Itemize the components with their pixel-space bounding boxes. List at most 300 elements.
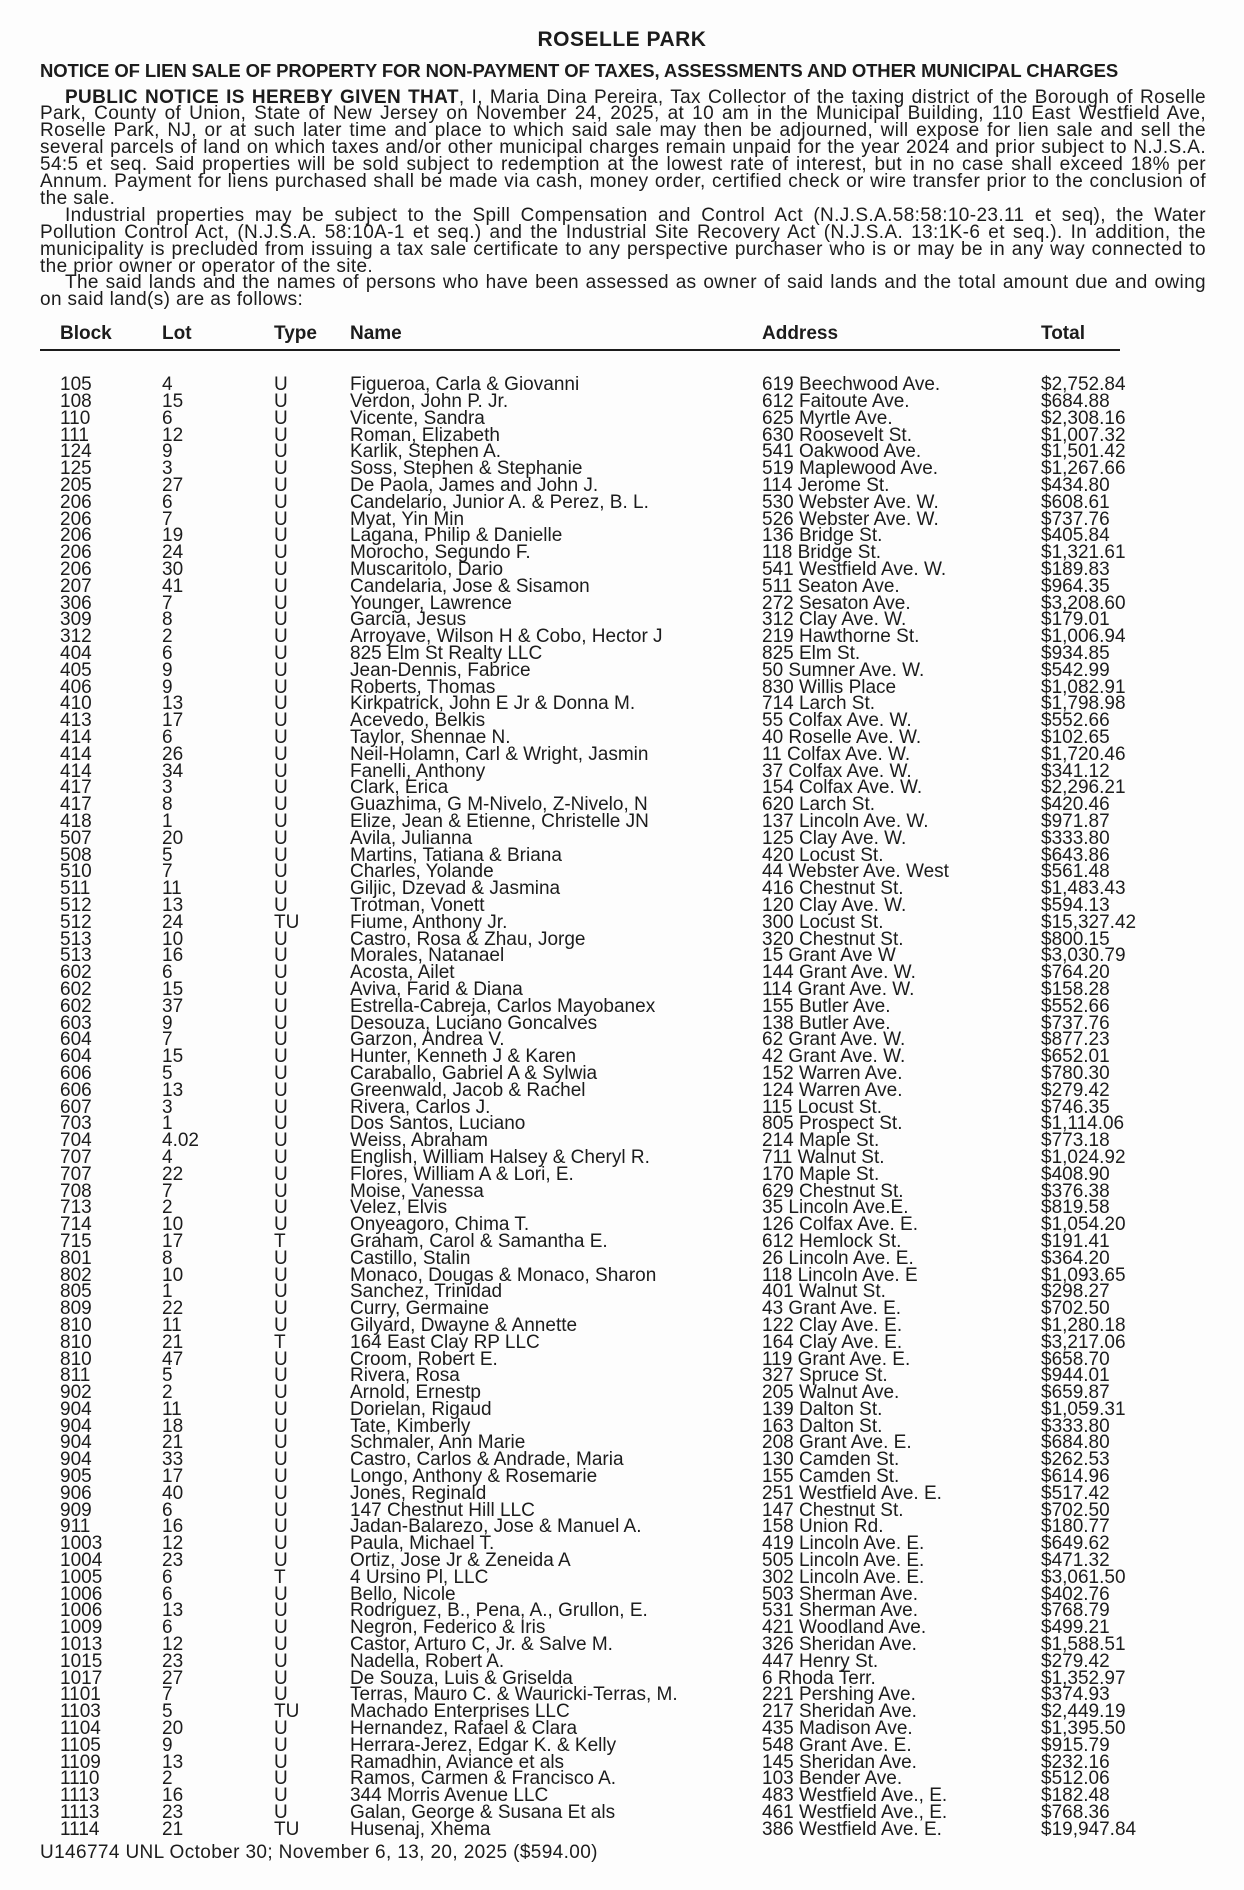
cell-lot: 7 [162, 1684, 173, 1706]
table-row [60, 1550, 1120, 1572]
cell-block: 306 [60, 592, 92, 614]
cell-lot: 7 [162, 1029, 173, 1051]
cell-lot: 12 [162, 424, 184, 446]
cell-total: $1,059.31 [1041, 1398, 1126, 1420]
cell-address: 137 Lincoln Ave. W. [762, 811, 929, 832]
cell-type: U [274, 1550, 288, 1572]
cell-lot: 22 [162, 1298, 184, 1320]
cell-name: Desouza, Luciano Goncalves [350, 1012, 598, 1034]
cell-type: U [274, 995, 288, 1017]
cell-address: 620 Larch St. [762, 794, 876, 816]
cell-block: 810 [60, 1331, 92, 1353]
cell-type: U [274, 760, 288, 782]
table-row [60, 1331, 1126, 1353]
cell-block: 417 [60, 794, 92, 816]
table-row [60, 1146, 1126, 1168]
cell-name: Soss, Stephen & Stephanie [350, 458, 583, 480]
cell-lot: 12 [162, 1533, 184, 1555]
cell-block: 206 [60, 542, 92, 564]
cell-type: U [274, 945, 288, 967]
cell-lot: 1 [162, 811, 173, 832]
cell-type: U [274, 1785, 288, 1807]
cell-name: Avila, Julianna [350, 827, 473, 849]
cell-type: U [274, 1617, 288, 1639]
cell-type: U [274, 559, 288, 581]
cell-lot: 5 [162, 1701, 173, 1723]
said-lands-paragraph: The said lands and the names of persons who have been assessed as owner of said lands and the total amount due and owing on said land(s) are as follows: [40, 272, 1206, 311]
cell-total: $643.86 [1041, 844, 1110, 866]
cell-block: 802 [60, 1264, 92, 1286]
cell-total: $1,588.51 [1041, 1634, 1126, 1656]
cell-block: 510 [60, 861, 92, 883]
cell-total: $552.66 [1041, 995, 1110, 1017]
cell-block: 604 [60, 1029, 92, 1051]
table-row [60, 1314, 1126, 1336]
cell-type: U [274, 1180, 288, 1202]
cell-block: 207 [60, 575, 92, 597]
cell-total: $702.50 [1041, 1499, 1110, 1521]
cell-name: English, William Halsey & Cheryl R. [350, 1146, 650, 1168]
cell-lot: 18 [162, 1415, 184, 1437]
cell-name: Moise, Vanessa [350, 1180, 484, 1202]
table-row [60, 1382, 1120, 1404]
cell-type: U [274, 844, 288, 866]
cell-address: 155 Butler Ave. [762, 995, 891, 1017]
cell-block: 713 [60, 1197, 92, 1219]
table-row [60, 525, 1120, 547]
cell-name: Rivera, Carlos J. [350, 1096, 491, 1118]
cell-name: Castro, Carlos & Andrade, Maria [350, 1449, 624, 1471]
cell-block: 111 [60, 424, 89, 446]
cell-address: 541 Oakwood Ave. [762, 441, 922, 463]
cell-total: $773.18 [1041, 1130, 1110, 1152]
cell-lot: 5 [162, 1062, 173, 1084]
cell-type: U [274, 1415, 288, 1437]
cell-address: 548 Grant Ave. E. [762, 1734, 912, 1756]
cell-name: Husenaj, Xhema [350, 1818, 491, 1840]
cell-block: 801 [60, 1247, 92, 1269]
cell-total: $189.83 [1041, 559, 1110, 581]
cell-lot: 33 [162, 1449, 184, 1471]
cell-total: $512.06 [1041, 1768, 1110, 1790]
cell-lot: 17 [162, 1466, 184, 1488]
cell-total: $333.80 [1041, 827, 1110, 849]
cell-total: $15,327.42 [1041, 911, 1137, 933]
table-row [60, 1096, 1120, 1118]
cell-total: $3,030.79 [1041, 945, 1126, 967]
cell-address: 118 Lincoln Ave. E [762, 1264, 918, 1286]
cell-block: 909 [60, 1499, 92, 1521]
cell-address: 612 Faitoute Ave. [762, 391, 910, 413]
cell-total: $746.35 [1041, 1096, 1110, 1118]
cell-block: 904 [60, 1432, 92, 1454]
cell-address: 62 Grant Ave. W. [762, 1029, 906, 1051]
table-row [60, 1264, 1126, 1286]
table-row [60, 1163, 1120, 1185]
cell-name: Candelaria, Jose & Sisamon [350, 575, 590, 597]
cell-block: 205 [60, 475, 92, 497]
cell-type: U [274, 1062, 288, 1084]
cell-block: 905 [60, 1466, 92, 1488]
cell-address: 44 Webster Ave. West [762, 861, 949, 883]
cell-name: Ortiz, Jose Jr & Zeneida A [350, 1550, 571, 1572]
cell-name: Paula, Michael T. [350, 1533, 495, 1555]
cell-total: $180.77 [1041, 1516, 1110, 1538]
cell-lot: 40 [162, 1482, 184, 1504]
cell-name: Croom, Robert E. [350, 1348, 498, 1370]
table-row [60, 1482, 1120, 1504]
cell-total: $684.88 [1041, 391, 1110, 413]
cell-address: 126 Colfax Ave. E. [762, 1214, 918, 1236]
cell-name: Arnold, Ernestp [350, 1382, 481, 1404]
cell-name: Longo, Anthony & Rosemarie [350, 1466, 598, 1488]
cell-address: 420 Locust St. [762, 844, 884, 866]
cell-block: 108 [60, 391, 92, 413]
table-row [60, 441, 1126, 463]
cell-total: $298.27 [1041, 1281, 1110, 1303]
cell-name: Acosta, Ailet [350, 962, 455, 984]
cell-address: 386 Westfield Ave. E. [762, 1818, 942, 1840]
cell-address: 114 Grant Ave. W. [762, 978, 915, 1000]
cell-total: $191.41 [1041, 1230, 1110, 1252]
cell-lot: 2 [162, 1197, 173, 1219]
cell-type: U [274, 1398, 288, 1420]
cell-lot: 15 [162, 391, 184, 413]
cell-address: 272 Sesaton Ave. [762, 592, 911, 614]
cell-block: 1009 [60, 1617, 103, 1639]
cell-type: U [274, 374, 288, 396]
cell-address: 251 Westfield Ave. E. [762, 1482, 942, 1504]
cell-total: $964.35 [1041, 575, 1110, 597]
cell-lot: 4 [162, 1146, 173, 1168]
cell-type: U [274, 1298, 288, 1320]
cell-address: 541 Westfield Ave. W. [762, 559, 947, 581]
cell-address: 152 Warren Ave. [762, 1062, 903, 1084]
cell-name: Fiume, Anthony Jr. [350, 911, 508, 933]
cell-address: 219 Hawthorne St. [762, 626, 920, 648]
cell-block: 602 [60, 995, 92, 1017]
cell-type: U [274, 693, 288, 715]
cell-block: 606 [60, 1062, 92, 1084]
cell-lot: 1 [162, 1113, 173, 1135]
cell-lot: 11 [162, 1398, 182, 1420]
cell-address: 711 Walnut St. [762, 1146, 885, 1168]
cell-address: 138 Butler Ave. [762, 1012, 891, 1034]
cell-name: Morales, Natanael [350, 945, 505, 967]
cell-name: Sanchez, Trinidad [350, 1281, 503, 1303]
cell-name: Tate, Kimberly [350, 1415, 471, 1437]
table-row [60, 575, 1120, 597]
cell-name: Negron, Federico & Iris [350, 1617, 546, 1639]
cell-address: 6 Rhoda Terr. [762, 1667, 876, 1689]
cell-address: 612 Hemlock St. [762, 1230, 902, 1252]
cell-name: Castor, Arturo C, Jr. & Salve M. [350, 1634, 613, 1656]
cell-name: Rivera, Rosa [350, 1365, 460, 1387]
cell-address: 119 Grant Ave. E. [762, 1348, 911, 1370]
cell-total: $434.80 [1041, 475, 1110, 497]
cell-address: 164 Clay Ave. E. [762, 1331, 903, 1353]
cell-total: $1,395.50 [1041, 1718, 1126, 1740]
cell-type: U [274, 1734, 288, 1756]
cell-name: Jones, Reginald [350, 1482, 487, 1504]
cell-type: U [274, 1634, 288, 1656]
cell-lot: 2 [162, 626, 173, 648]
cell-lot: 20 [162, 1718, 184, 1740]
cell-block: 309 [60, 609, 92, 631]
cell-lot: 9 [162, 1012, 173, 1034]
cell-total: $1,267.66 [1041, 458, 1126, 480]
cell-block: 904 [60, 1398, 92, 1420]
table-row [60, 928, 1120, 950]
cell-block: 110 [60, 407, 91, 429]
cell-address: 401 Walnut St. [762, 1281, 886, 1303]
table-header-row [40, 325, 1120, 351]
cell-type: U [274, 1146, 288, 1168]
cell-lot: 8 [162, 609, 173, 631]
table-row [60, 1365, 1120, 1387]
cell-address: 483 Westfield Ave., E. [762, 1785, 948, 1807]
cell-type: U [274, 1281, 288, 1303]
cell-type: U [274, 1583, 288, 1605]
cell-address: 320 Chestnut St. [762, 928, 904, 950]
cell-block: 413 [60, 710, 92, 732]
cell-address: 136 Bridge St. [762, 525, 883, 547]
cell-lot: 15 [162, 978, 184, 1000]
cell-total: $684.80 [1041, 1432, 1110, 1454]
cell-block: 911 [60, 1516, 91, 1538]
cell-block: 1015 [60, 1650, 103, 1672]
header-name: Name [350, 323, 402, 345]
cell-total: $594.13 [1041, 894, 1110, 916]
cell-total: $552.66 [1041, 710, 1110, 732]
cell-address: 625 Myrtle Ave. [762, 407, 893, 429]
cell-address: 120 Clay Ave. W. [762, 894, 907, 916]
cell-type: U [274, 1499, 288, 1521]
cell-total: $179.01 [1041, 609, 1110, 631]
cell-name: Rodriguez, B., Pena, A., Grullon, E. [350, 1600, 648, 1622]
cell-total: $800.15 [1041, 928, 1110, 950]
table-row [60, 1768, 1120, 1790]
cell-lot: 6 [162, 962, 173, 984]
table-row [60, 1415, 1120, 1437]
cell-name: Charles, Yolande [350, 861, 494, 883]
table-row [60, 760, 1120, 782]
cell-block: 511 [60, 878, 91, 900]
cell-type: U [274, 1382, 288, 1404]
cell-name: Morocho, Segundo F. [350, 542, 531, 564]
cell-name: Terras, Mauro C. & Wauricki-Terras, M. [350, 1684, 678, 1706]
table-row [60, 1348, 1120, 1370]
table-row [60, 1398, 1126, 1420]
cell-total: $915.79 [1041, 1734, 1110, 1756]
cell-lot: 5 [162, 1365, 173, 1387]
table-row [60, 1634, 1126, 1656]
cell-address: 145 Sheridan Ave. [762, 1751, 917, 1773]
cell-name: Roman, Elizabeth [350, 424, 500, 446]
cell-total: $737.76 [1041, 1012, 1110, 1034]
cell-type: U [274, 458, 288, 480]
cell-block: 1104 [60, 1718, 101, 1740]
cell-type: U [274, 1365, 288, 1387]
public-notice-lead: PUBLIC NOTICE IS HEREBY GIVEN THAT [65, 86, 459, 108]
table-row [60, 710, 1120, 732]
cell-block: 603 [60, 1012, 92, 1034]
cell-address: 830 Willis Place [762, 676, 897, 698]
cell-name: Verdon, John P. Jr. [350, 391, 509, 413]
public-notice-text: , I, Maria Dina Pereira, Tax Collector of the taxing district of the Borough of Roselle Park, County of Union, State of New Jersey on November 24, 2025, at 10 am in the Municipal Building, 110 East Westfield Ave, Roselle Park, NJ, or at such later time and place to which said sale may then be adjourned, will expose for lien sale and sell the several parcels of land on which taxes and/or other municipal charges remain unpaid for the year 2024 and prior subject to N.J.S.A. 54:5 et seq. Said properties will be sold subject to redemption at the lowest rate of interest, but in no case shall exceed 18% per Annum. Payment for liens purchased shall be made via cash, money order, certified check or wire transfer prior to the conclusion of the sale. [40, 86, 1206, 209]
table-row [60, 1029, 1120, 1051]
cell-type: TU [274, 1701, 300, 1723]
cell-address: 447 Henry St. [762, 1650, 879, 1672]
cell-address: 114 Jerome St. [762, 475, 890, 497]
cell-address: 312 Clay Ave. W. [762, 609, 907, 631]
cell-block: 1103 [60, 1701, 101, 1723]
cell-address: 531 Sherman Ave. [762, 1600, 918, 1622]
cell-total: $944.01 [1041, 1365, 1110, 1387]
cell-total: $764.20 [1041, 962, 1110, 984]
table-row [60, 626, 1126, 648]
cell-block: 507 [60, 827, 92, 849]
cell-total: $768.79 [1041, 1600, 1110, 1622]
cell-total: $158.28 [1041, 978, 1110, 1000]
cell-address: 130 Camden St. [762, 1449, 900, 1471]
cell-block: 513 [60, 945, 92, 967]
cell-block: 604 [60, 1046, 92, 1068]
cell-block: 312 [60, 626, 92, 648]
cell-address: 55 Colfax Ave. W. [762, 710, 912, 732]
cell-lot: 16 [162, 1516, 184, 1538]
cell-name: Candelario, Junior A. & Perez, B. L. [350, 491, 649, 513]
table-row [60, 1684, 1120, 1706]
table-row [60, 1466, 1120, 1488]
cell-lot: 17 [162, 710, 184, 732]
cell-type: U [274, 1264, 288, 1286]
cell-block: 707 [60, 1163, 92, 1185]
cell-name: Ramadhin, Aviance et als [350, 1751, 565, 1773]
cell-name: Trotman, Vonett [350, 894, 485, 916]
table-row [60, 962, 1120, 984]
cell-block: 902 [60, 1382, 92, 1404]
cell-type: U [274, 1718, 288, 1740]
cell-address: 124 Warren Ave. [762, 1079, 903, 1101]
cell-lot: 6 [162, 727, 173, 749]
cell-type: U [274, 1667, 288, 1689]
table-row [60, 844, 1120, 866]
cell-block: 513 [60, 928, 92, 950]
cell-address: 103 Bender Ave. [762, 1768, 903, 1790]
cell-type: U [274, 508, 288, 530]
cell-block: 1109 [60, 1751, 101, 1773]
cell-address: 805 Prospect St. [762, 1113, 903, 1135]
cell-type: U [274, 1802, 288, 1824]
cell-block: 602 [60, 962, 92, 984]
cell-lot: 13 [162, 1600, 184, 1622]
cell-name: Fanelli, Anthony [350, 760, 486, 782]
cell-block: 906 [60, 1482, 92, 1504]
cell-type: T [274, 1331, 286, 1353]
cell-total: $1,321.61 [1041, 542, 1126, 564]
cell-total: $1,352.97 [1041, 1667, 1126, 1689]
cell-block: 1006 [60, 1600, 103, 1622]
cell-total: $3,208.60 [1041, 592, 1126, 614]
cell-type: U [274, 1650, 288, 1672]
cell-address: 519 Maplewood Ave. [762, 458, 939, 480]
cell-lot: 3 [162, 1096, 173, 1118]
cell-address: 503 Sherman Ave. [762, 1583, 918, 1605]
cell-lot: 9 [162, 1734, 173, 1756]
cell-block: 206 [60, 559, 92, 581]
cell-lot: 24 [162, 542, 184, 564]
public-notice-paragraph [40, 86, 1206, 209]
cell-type: U [274, 743, 288, 765]
header-total: Total [1041, 323, 1085, 345]
cell-address: 300 Locust St. [762, 911, 884, 933]
cell-type: U [274, 1163, 288, 1185]
cell-type: U [274, 1482, 288, 1504]
cell-total: $1,114.06 [1041, 1113, 1125, 1135]
cell-total: $1,007.32 [1041, 424, 1126, 446]
cell-lot: 24 [162, 911, 184, 933]
cell-name: Monaco, Dougas & Monaco, Sharon [350, 1264, 657, 1286]
cell-name: Aviva, Farid & Diana [350, 978, 523, 1000]
cell-total: $2,449.19 [1041, 1701, 1126, 1723]
cell-block: 1005 [60, 1566, 103, 1588]
cell-address: 118 Bridge St. [762, 542, 882, 564]
cell-name: Galan, George & Susana Et als [350, 1802, 616, 1824]
cell-block: 414 [60, 727, 92, 749]
cell-total: $182.48 [1041, 1785, 1110, 1807]
cell-total: $402.76 [1041, 1583, 1110, 1605]
cell-address: 205 Walnut Ave. [762, 1382, 900, 1404]
cell-address: 208 Grant Ave. E. [762, 1432, 912, 1454]
cell-address: 435 Madison Ave. [762, 1718, 913, 1740]
cell-type: U [274, 475, 288, 497]
cell-type: U [274, 861, 288, 883]
table-row [60, 491, 1120, 513]
cell-type: U [274, 1012, 288, 1034]
cell-address: 37 Colfax Ave. W. [762, 760, 912, 782]
table-row [60, 811, 1120, 832]
cell-total: $2,296.21 [1041, 777, 1126, 799]
cell-lot: 13 [162, 693, 184, 715]
cell-total: $659.87 [1041, 1382, 1110, 1404]
cell-type: U [274, 1348, 288, 1370]
cell-name: Hunter, Kenneth J & Karen [350, 1046, 577, 1068]
cell-name: Roberts, Thomas [350, 676, 496, 698]
cell-type: U [274, 727, 288, 749]
cell-type: T [274, 1230, 286, 1252]
cell-block: 1003 [60, 1533, 103, 1555]
cell-lot: 23 [162, 1802, 184, 1824]
cell-total: $1,082.91 [1041, 676, 1126, 698]
cell-block: 715 [60, 1230, 92, 1252]
cell-block: 206 [60, 508, 92, 530]
table-row [60, 1062, 1120, 1084]
cell-type: U [274, 542, 288, 564]
cell-block: 1114 [60, 1818, 100, 1840]
cell-type: U [274, 1247, 288, 1269]
table-row [60, 1197, 1120, 1219]
cell-block: 1006 [60, 1583, 103, 1605]
cell-total: $1,024.92 [1041, 1146, 1126, 1168]
cell-type: U [274, 575, 288, 597]
cell-type: U [274, 643, 288, 665]
cell-address: 35 Lincoln Ave.E. [762, 1197, 909, 1219]
table-row [60, 911, 1137, 933]
cell-name: 344 Morris Avenue LLC [350, 1785, 549, 1807]
cell-lot: 2 [162, 1382, 173, 1404]
cell-address: 115 Locust St. [762, 1096, 883, 1118]
